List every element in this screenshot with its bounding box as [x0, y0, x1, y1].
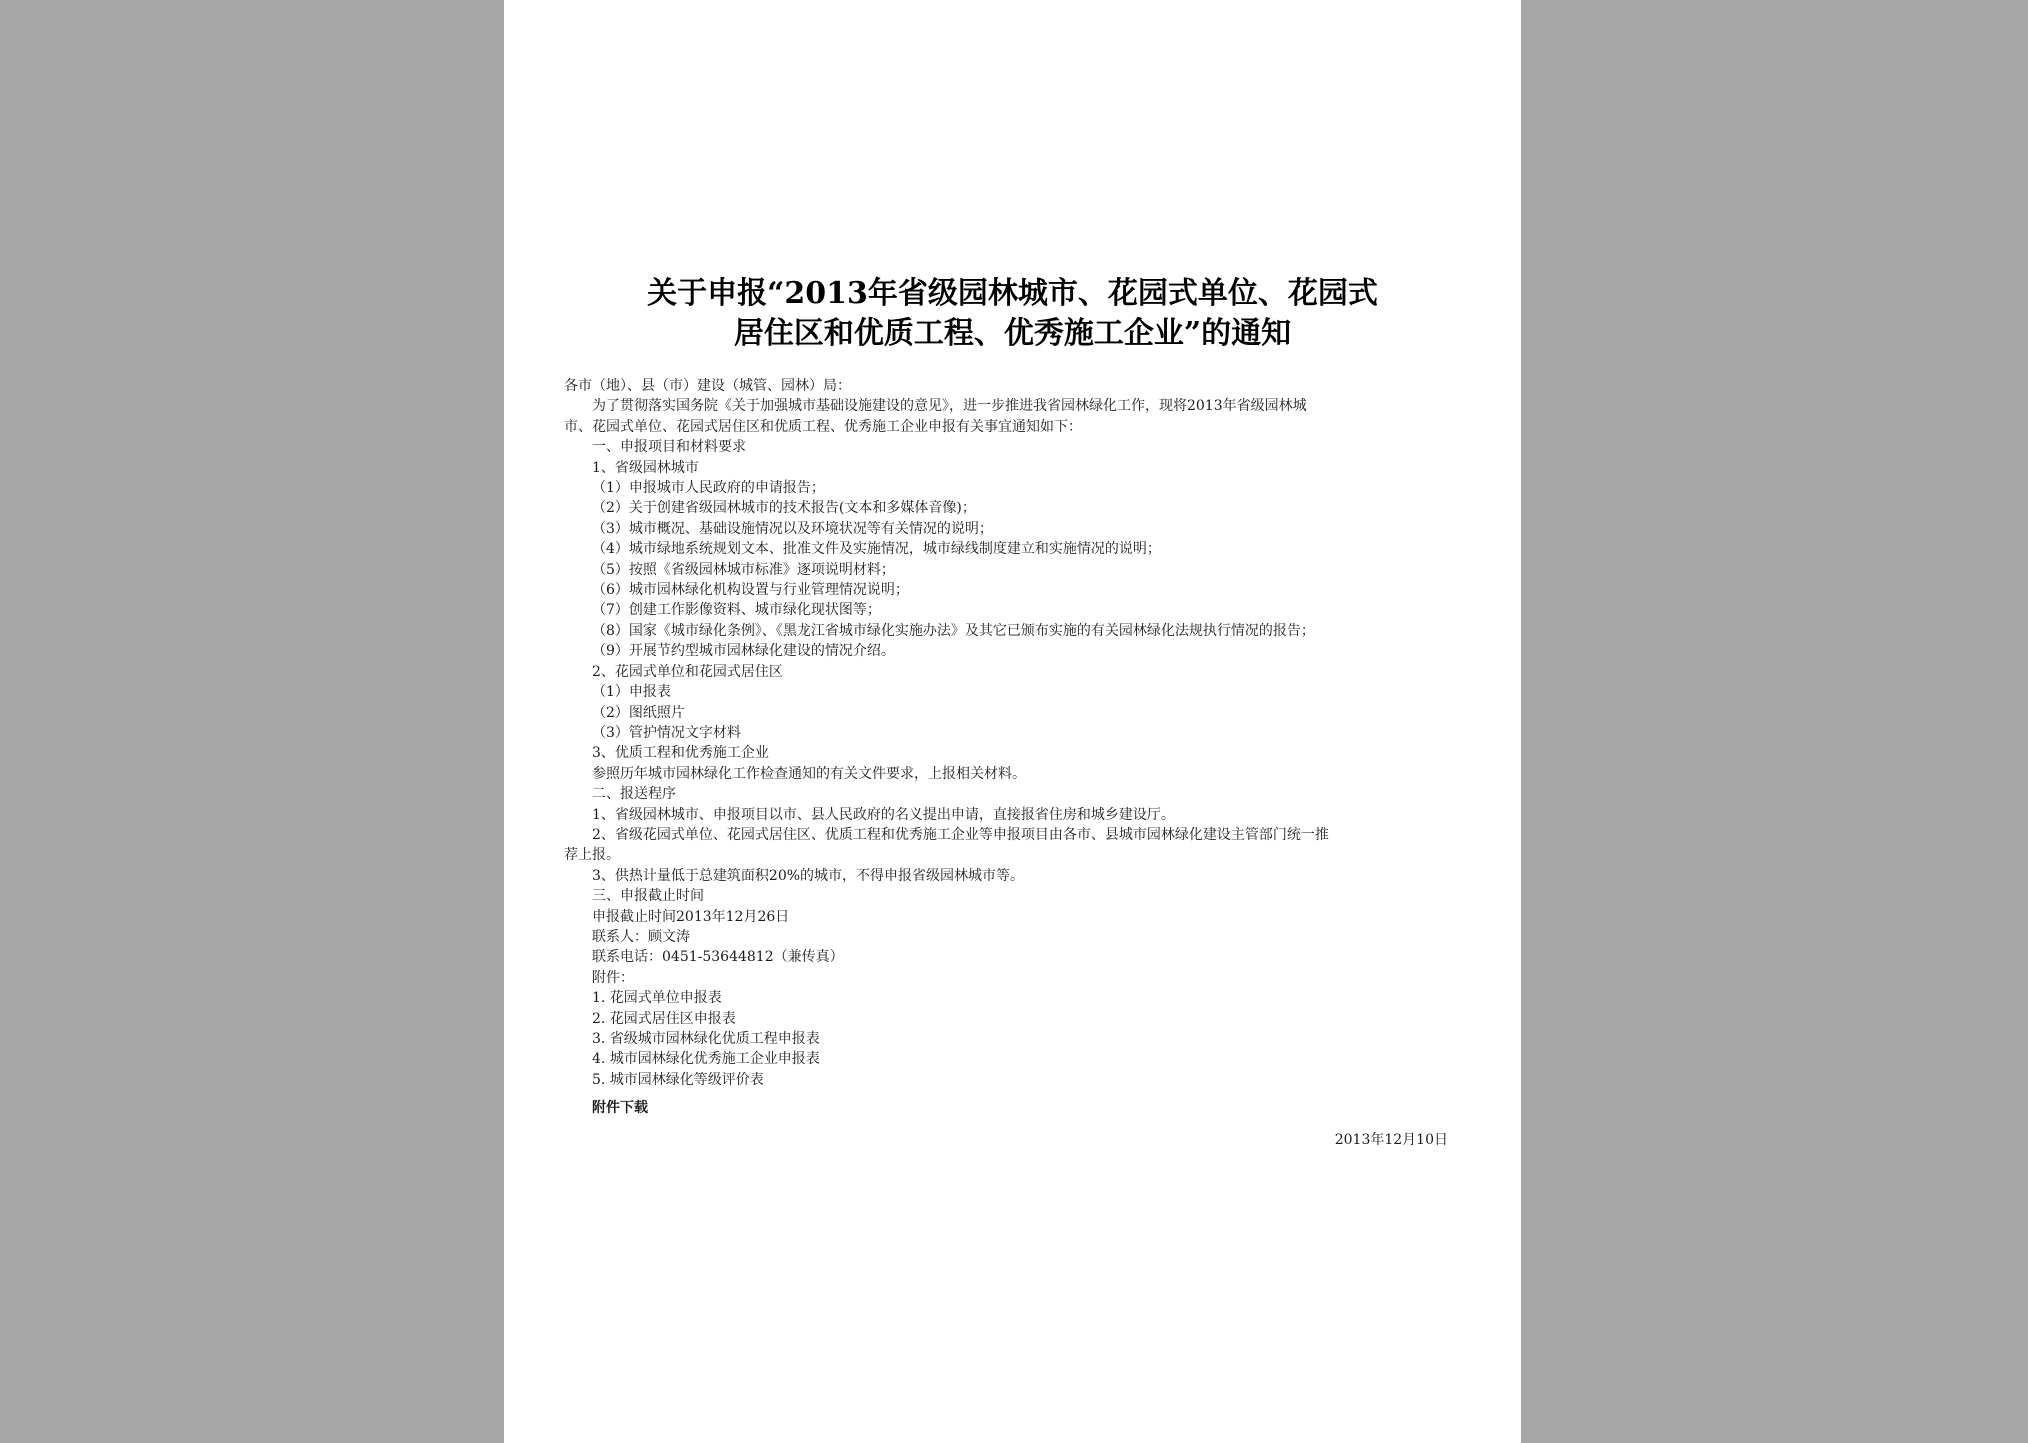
body-line: 2、花园式单位和花园式居住区: [592, 663, 783, 680]
intro-paragraph-line-1: 为了贯彻落实国务院《关于加强城市基础设施建设的意见》，进一步推进我省园林绿化工作，现将2013年省级园林城: [592, 398, 1307, 415]
document-title-line-2: 居住区和优质工程、优秀施工企业”的通知: [733, 316, 1292, 351]
attachment-item: 3. 省级城市园林绿化优质工程申报表: [592, 1031, 820, 1047]
body-line: 申报截止时间2013年12月26日: [592, 908, 790, 925]
attachment-item: 2. 花园式居住区申报表: [592, 1010, 736, 1027]
body-line: 参照历年城市园林绿化工作检查通知的有关文件要求，上报相关材料。: [592, 765, 1026, 782]
body-line: 3、供热计量低于总建筑面积20%的城市，不得申报省级园林城市等。: [592, 867, 1025, 884]
body-line: 二、报送程序: [592, 786, 676, 803]
body-line: （6）城市园林绿化机构设置与行业管理情况说明；: [592, 582, 909, 599]
document-body: [564, 376, 1464, 1119]
body-line: （8）国家《城市绿化条例》、《黑龙江省城市绿化实施办法》及其它已颁布实施的有关园林绿化法规执行情况的报告；: [592, 622, 1315, 639]
body-line: 一、申报项目和材料要求: [592, 439, 746, 456]
body-line: （5）按照《省级园林城市标准》逐项说明材料；: [592, 561, 895, 578]
body-line: （9）开展节约型城市园林绿化建设的情况介绍。: [592, 643, 895, 660]
body-line: 三、申报截止时间: [592, 888, 704, 905]
salutation: 各市（地）、县（市）建设（城管、园林）局：: [564, 378, 851, 394]
procedure-2-line-2: 荐上报。: [564, 847, 620, 864]
attachment-download-link[interactable]: 附件下载: [592, 1100, 648, 1117]
body-line: （7）创建工作影像资料、城市绿化现状图等；: [592, 602, 881, 619]
body-line: 联系电话：0451-53644812（兼传真）: [592, 949, 844, 966]
document-date: 2013年12月10日: [1334, 1132, 1448, 1148]
document-page: [504, 0, 1521, 1443]
body-line: （2）图纸照片: [592, 704, 685, 721]
attachment-item: 4. 城市园林绿化优秀施工企业申报表: [592, 1051, 820, 1068]
body-line: （2）关于创建省级园林城市的技术报告(文本和多媒体音像)；: [592, 500, 976, 517]
body-line: （3）城市概况、基础设施情况以及环境状况等有关情况的说明；: [592, 520, 993, 537]
intro-paragraph-line-2: 市、花园式单位、花园式居住区和优质工程、优秀施工企业申报有关事宜通知如下：: [564, 418, 1082, 435]
body-line: （1）申报城市人民政府的申请报告；: [592, 480, 825, 497]
body-line: 附件：: [592, 969, 634, 986]
body-line: （1）申报表: [592, 684, 671, 701]
body-line: 1、省级园林城市、申报项目以市、县人民政府的名义提出申请，直接报省住房和城乡建设厅。: [592, 806, 1175, 823]
body-line: 3、优质工程和优秀施工企业: [592, 745, 769, 762]
procedure-2-line-1: 2、省级花园式单位、花园式居住区、优质工程和优秀施工企业等申报项目由各市、县城市园林绿化建设主管部门统一推: [592, 826, 1329, 843]
attachment-item: 1. 花园式单位申报表: [592, 990, 722, 1007]
body-line: 1、省级园林城市: [592, 459, 699, 476]
body-line: 联系人：顾文涛: [592, 928, 690, 945]
document-title-line-1: 关于申报“2013年省级园林城市、花园式单位、花园式: [647, 276, 1378, 311]
body-line: （3）管护情况文字材料: [592, 724, 741, 741]
body-line: （4）城市绿地系统规划文本、批准文件及实施情况，城市绿线制度建立和实施情况的说明；: [592, 541, 1161, 558]
attachment-item: 5. 城市园林绿化等级评价表: [592, 1071, 764, 1088]
